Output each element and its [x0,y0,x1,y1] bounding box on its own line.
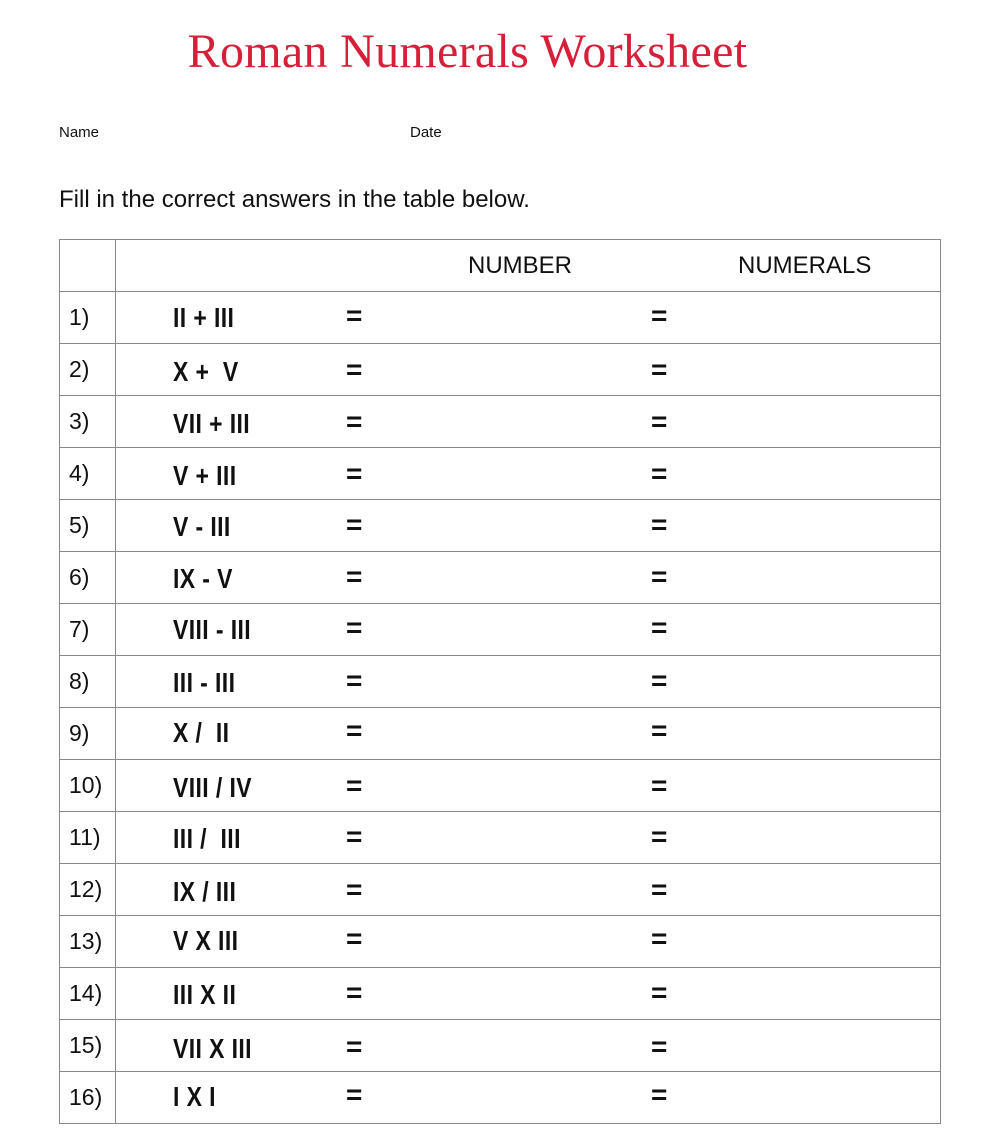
row-number: 3) [60,396,116,448]
table-row [60,552,941,604]
table-row [60,448,941,500]
row-number: 9) [60,708,116,760]
table-row [60,968,941,1020]
table-row [60,1072,941,1124]
table-body [60,292,941,1124]
problem-cell [116,552,941,604]
problem-cell [116,604,941,656]
numerals-equals-sign: = [651,509,668,540]
number-column-header: NUMBER [468,252,573,279]
number-equals-sign: = [346,923,363,954]
table-row [60,604,941,656]
row-number: 15) [60,1020,116,1072]
table-row [60,344,941,396]
numerals-equals-sign: = [651,354,668,385]
number-equals-sign: = [346,770,363,801]
instructions: Fill in the correct answers in the table below. [59,186,530,213]
problem-cell [116,916,941,968]
numerals-equals-sign: = [651,874,668,905]
numerals-equals-sign: = [651,612,668,643]
table-row [60,656,941,708]
row-number: 13) [60,916,116,968]
problem-cell [116,656,941,708]
number-equals-sign: = [346,715,363,746]
number-equals-sign: = [346,1031,363,1062]
problem-cell [116,1020,941,1072]
roman-expression: X + V [173,356,239,387]
table-row [60,760,941,812]
number-equals-sign: = [346,1079,363,1110]
number-equals-sign: = [346,509,363,540]
numerals-equals-sign: = [651,300,668,331]
numerals-equals-sign: = [651,1079,668,1110]
numerals-column-header: NUMERALS [738,252,872,279]
numerals-equals-sign: = [651,406,668,437]
number-equals-sign: = [346,821,363,852]
table-row [60,292,941,344]
roman-expression: VII X III [173,1033,252,1064]
problem-cell [116,1072,941,1124]
problem-cell [116,708,941,760]
problem-cell [116,344,941,396]
number-equals-sign: = [346,874,363,905]
roman-expression: IX / III [173,876,237,907]
roman-expression: V - III [173,511,231,542]
numerals-equals-sign: = [651,1031,668,1062]
roman-expression: VIII / IV [173,772,252,803]
numerals-equals-sign: = [651,770,668,801]
number-equals-sign: = [346,354,363,385]
name-label: Name [59,124,100,141]
table-row [60,916,941,968]
row-number: 5) [60,500,116,552]
table-row [60,708,941,760]
table-row [60,1020,941,1072]
problem-cell [116,968,941,1020]
header-blank-cell [60,240,116,292]
roman-expression: I X I [173,1081,216,1112]
numerals-equals-sign: = [651,923,668,954]
row-number: 7) [60,604,116,656]
table-row [60,500,941,552]
problem-cell [116,448,941,500]
row-number: 8) [60,656,116,708]
problem-cell [116,864,941,916]
date-label: Date [410,124,442,141]
number-equals-sign: = [346,561,363,592]
numerals-equals-sign: = [651,561,668,592]
numerals-equals-sign: = [651,977,668,1008]
roman-expression: III X II [173,979,237,1010]
worksheet-table [59,239,941,1124]
numerals-equals-sign: = [651,821,668,852]
number-equals-sign: = [346,612,363,643]
row-number: 2) [60,344,116,396]
numerals-equals-sign: = [651,665,668,696]
problem-cell [116,760,941,812]
roman-expression: V X III [173,925,239,956]
problem-cell [116,500,941,552]
table-row [60,396,941,448]
number-equals-sign: = [346,458,363,489]
roman-expression: X / II [173,717,230,748]
roman-expression: V + III [173,460,237,491]
roman-expression: III - III [173,667,236,698]
number-equals-sign: = [346,977,363,1008]
row-number: 10) [60,760,116,812]
numerals-equals-sign: = [651,715,668,746]
header-cell [116,240,941,292]
roman-expression: VIII - III [173,614,252,645]
row-number: 12) [60,864,116,916]
roman-expression: VII + III [173,408,251,439]
problem-cell [116,292,941,344]
problem-cell [116,396,941,448]
worksheet-title: Roman Numerals Worksheet [187,25,748,78]
number-equals-sign: = [346,300,363,331]
table-row [60,864,941,916]
roman-expression: III / III [173,823,241,854]
roman-expression: IX - V [173,563,233,594]
table-row [60,812,941,864]
table-header-row [60,240,941,292]
row-number: 4) [60,448,116,500]
problem-cell [116,812,941,864]
row-number: 11) [60,812,116,864]
number-equals-sign: = [346,665,363,696]
numerals-equals-sign: = [651,458,668,489]
row-number: 16) [60,1072,116,1124]
row-number: 6) [60,552,116,604]
row-number: 14) [60,968,116,1020]
roman-expression: II + III [173,302,235,333]
row-number: 1) [60,292,116,344]
number-equals-sign: = [346,406,363,437]
